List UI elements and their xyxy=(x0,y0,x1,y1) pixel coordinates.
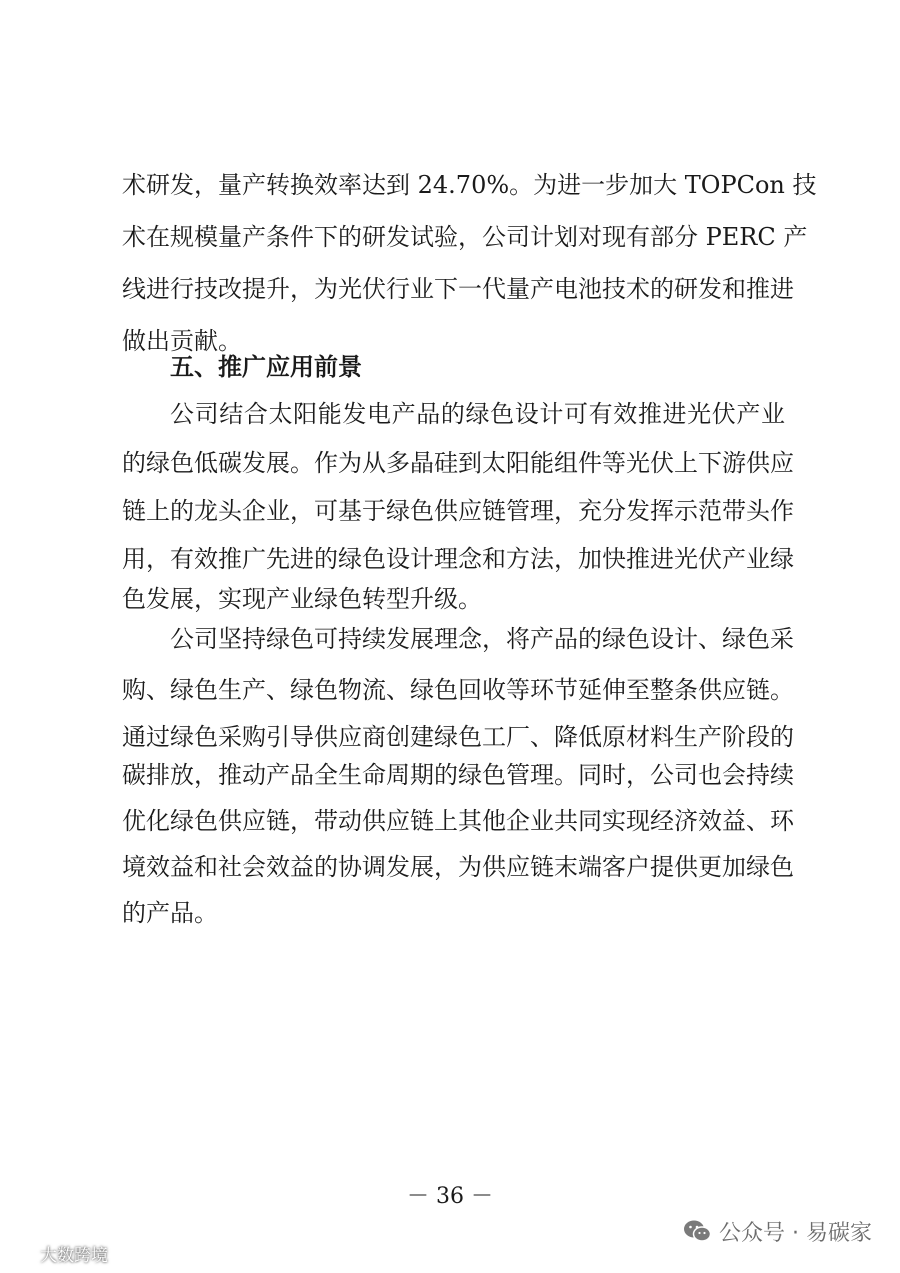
paragraph-line: 术在规模量产条件下的研发试验，公司计划对现有部分 PERC 产 xyxy=(122,223,808,251)
corner-watermark xyxy=(6,1240,108,1266)
paragraph-line: 色发展，实现产业绿色转型升级。 xyxy=(122,585,482,613)
paragraph-line: 做出贡献。 xyxy=(122,327,242,355)
wechat-watermark-label: 公众号 · 易碳家 xyxy=(719,1220,872,1246)
paragraph-line: 公司坚持绿色可持续发展理念，将产品的绿色设计、绿色采 xyxy=(170,625,794,653)
paragraph-line: 碳排放，推动产品全生命周期的绿色管理。同时，公司也会持续 xyxy=(122,761,794,789)
paragraph-line: 的绿色低碳发展。作为从多晶硅到太阳能组件等光伏上下游供应 xyxy=(122,449,794,477)
paragraph-line: 链上的龙头企业，可基于绿色供应链管理，充分发挥示范带头作 xyxy=(122,497,794,525)
paragraph-line: 购、绿色生产、绿色物流、绿色回收等环节延伸至整条供应链。 xyxy=(122,676,794,704)
wechat-icon xyxy=(683,1219,711,1243)
paragraph-line: 优化绿色供应链，带动供应链上其他企业共同实现经济效益、环 xyxy=(122,807,794,835)
chat-bubble-icon xyxy=(6,1243,34,1263)
paragraph-line: 公司结合太阳能发电产品的绿色设计可有效推进光伏产业 xyxy=(170,400,785,428)
paragraph-line: 线进行技改提升，为光伏行业下一代量产电池技术的研发和推进 xyxy=(122,275,794,303)
paragraph-line: 通过绿色采购引导供应商创建绿色工厂、降低原材料生产阶段的 xyxy=(122,723,794,751)
paragraph-line: 用，有效推广先进的绿色设计理念和方法，加快推进光伏产业绿 xyxy=(122,545,794,573)
paragraph-line: 术研发，量产转换效率达到 24.70%。为进一步加大 TOPCon 技 xyxy=(122,171,817,199)
paragraph-line: 的产品。 xyxy=(122,899,218,927)
page-number: － 36 － xyxy=(407,1184,493,1209)
wechat-watermark xyxy=(683,1216,872,1246)
paragraph-line: 境效益和社会效益的协调发展，为供应链末端客户提供更加绿色 xyxy=(122,853,794,881)
section-heading: 五、推广应用前景 xyxy=(170,353,362,381)
corner-watermark-label: 大数跨境 xyxy=(40,1245,108,1266)
